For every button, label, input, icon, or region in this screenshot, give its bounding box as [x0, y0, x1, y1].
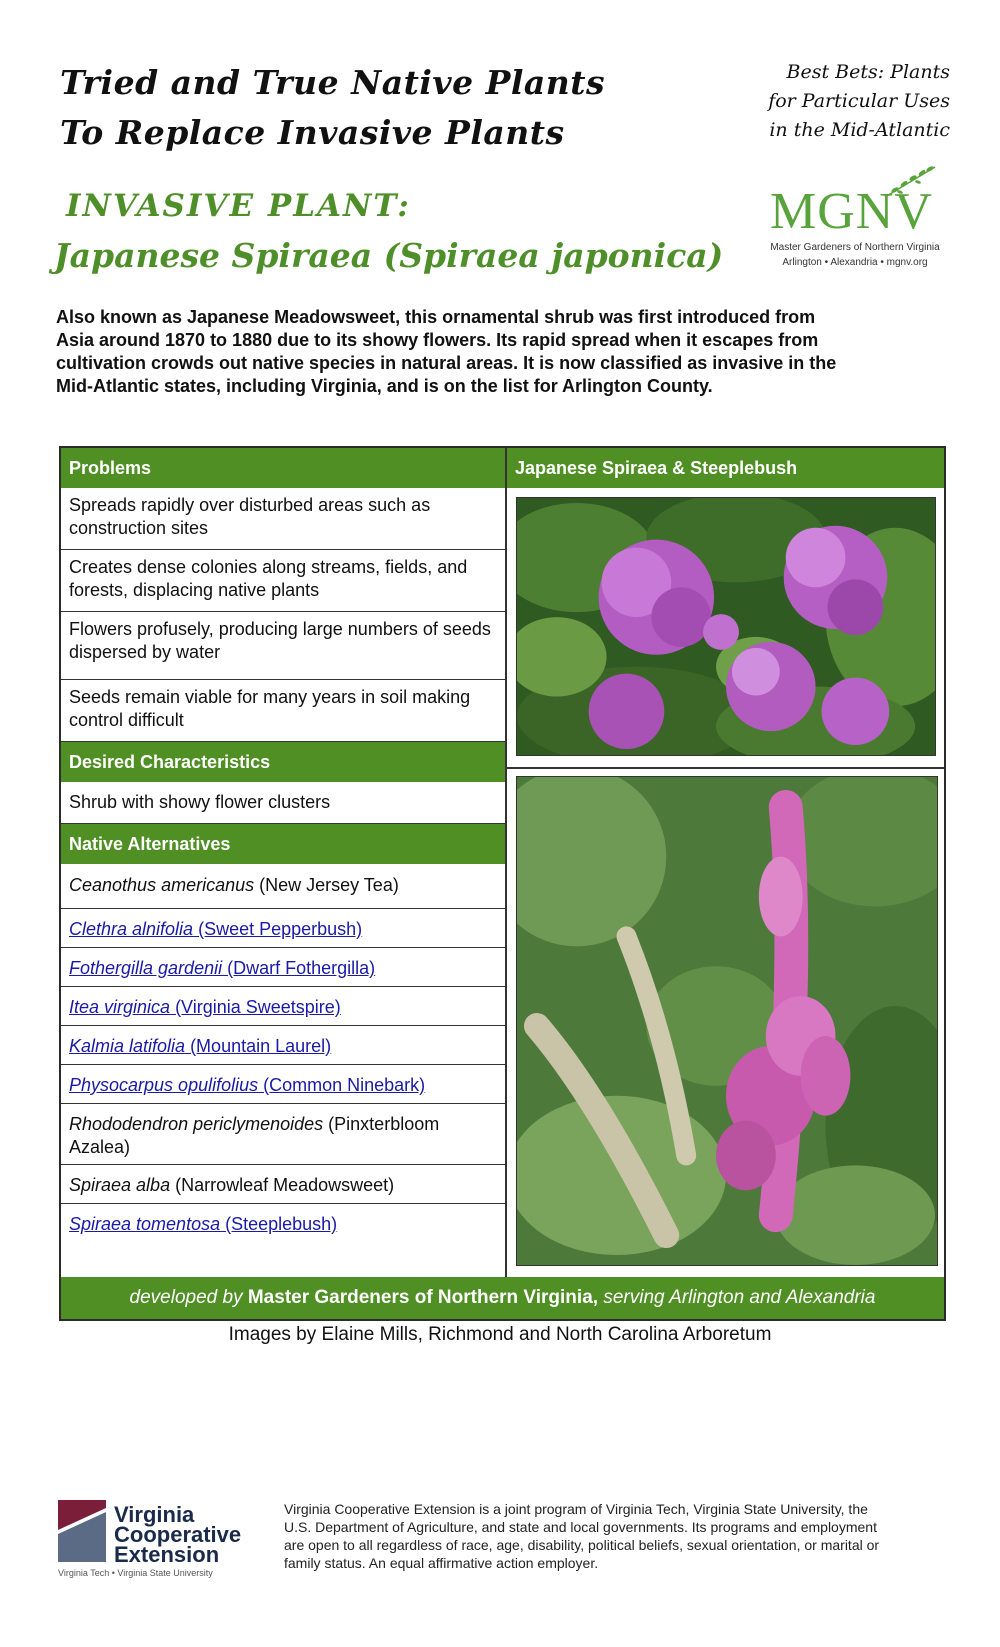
image-credit: Images by Elaine Mills, Richmond and North Carolina Arboretum	[228, 1324, 772, 1345]
japanese-spiraea-photo	[516, 497, 936, 756]
page-title	[60, 58, 680, 158]
vce-statement: Virginia Cooperative Extension is a joint program of Virginia Tech, Virginia State University, the U.S. Department of Agriculture, and state and local governments. Its programs and employment are open to all regardless of race, age, disability, political beliefs, sexual orientation, or marital or family status. An equal affirmative action employer.	[284, 1501, 880, 1571]
alternative-common-name: (Sweet Pepperbush)	[193, 919, 363, 939]
alternative-item	[61, 1165, 505, 1204]
vce-logo-line-2: Cooperative	[114, 1522, 242, 1547]
intro-paragraph: Also known as Japanese Meadowsweet, this ornamental shrub was first introduced from Asia around 1870 to 1880 due to its showy flowers. Its rapid spread when it escapes from cultivation crowds out native species in natural areas. It is now classified as invasive in the Mid-Atlantic states, including Virginia, and is on the list for Arlington County.	[56, 307, 837, 396]
alternative-link[interactable]	[69, 1075, 425, 1095]
alternative-scientific-name: Ceanothus americanus	[69, 875, 255, 895]
column-divider	[505, 448, 507, 1277]
alternative-common-name: (Steeplebush)	[220, 1214, 338, 1234]
problems-header: Problems	[61, 448, 505, 488]
native-alternatives-header: Native Alternatives	[61, 824, 505, 864]
best-bets-line-3: in the Mid-Atlantic	[769, 119, 950, 141]
photos-header: Japanese Spiraea & Steeplebush	[507, 448, 944, 488]
alternative-item	[61, 1104, 505, 1165]
alternative-scientific-name: Spiraea tomentosa	[69, 1214, 221, 1234]
problem-item: Spreads rapidly over disturbed areas such as construction sites	[61, 488, 505, 550]
alternative-link[interactable]	[69, 919, 362, 939]
photo-divider	[507, 767, 944, 769]
alternative-link[interactable]	[69, 1214, 337, 1234]
alternative-scientific-name: Itea virginica	[69, 997, 171, 1017]
invasive-plant-name: Japanese Spiraea (Spiraea japonica)	[54, 236, 724, 275]
alternative-link-item[interactable]	[61, 1026, 505, 1065]
info-table	[59, 446, 946, 1321]
mgnv-logo-locations: Arlington • Alexandria • mgnv.org	[782, 257, 928, 268]
alternative-common-name: (Mountain Laurel)	[185, 1036, 332, 1056]
alternative-scientific-name: Clethra alnifolia	[69, 919, 194, 939]
alternative-link-item[interactable]	[61, 1065, 505, 1104]
alternative-link-item[interactable]	[61, 909, 505, 948]
footer-suffix: serving Arlington and Alexandria	[598, 1287, 876, 1308]
vce-logo	[58, 1500, 258, 1580]
best-bets-tagline	[700, 58, 950, 145]
desired-characteristic-item: Shrub with showy flower clusters	[61, 782, 505, 824]
japanese-spiraea-image	[517, 498, 935, 755]
footer-prefix: developed by	[129, 1287, 248, 1308]
alternative-scientific-name: Rhododendron periclymenoides	[69, 1114, 324, 1134]
alternative-item	[61, 864, 505, 909]
alternative-scientific-name: Fothergilla gardenii	[69, 958, 223, 978]
mgnv-logo	[760, 162, 950, 272]
alternative-scientific-name: Kalmia latifolia	[69, 1036, 186, 1056]
vce-logo-line-3: Extension	[114, 1542, 220, 1567]
alternative-common-name: (Common Ninebark)	[258, 1075, 426, 1095]
alternative-common-name: (Dwarf Fothergilla)	[222, 958, 376, 978]
title-line-1: Tried and True Native Plants	[60, 63, 606, 102]
best-bets-line-2: for Particular Uses	[768, 90, 950, 112]
alternative-link[interactable]	[69, 958, 375, 978]
problem-item: Creates dense colonies along streams, fields, and forests, displacing native plants	[61, 550, 505, 612]
alternative-common-name: (Narrowleaf Meadowsweet)	[170, 1175, 395, 1195]
mgnv-logo-text: MGNV	[770, 183, 933, 240]
steeplebush-image	[517, 777, 937, 1265]
steeplebush-photo	[516, 776, 938, 1266]
vce-logo-line-1: Virginia	[114, 1502, 195, 1527]
alternative-common-name: (Pinxterbloom Azalea)	[69, 1114, 440, 1157]
problem-item: Seeds remain viable for many years in soil making control difficult	[61, 680, 505, 742]
alternative-common-name: (New Jersey Tea)	[254, 875, 399, 895]
alternative-scientific-name: Spiraea alba	[69, 1175, 171, 1195]
best-bets-line-1: Best Bets: Plants	[786, 61, 950, 83]
alternative-link[interactable]	[69, 1036, 331, 1056]
invasive-label: INVASIVE PLANT:	[66, 188, 411, 224]
developed-by-banner	[61, 1277, 944, 1319]
vce-logo-subtitle: Virginia Tech • Virginia State University	[58, 1568, 213, 1578]
footer-organization: Master Gardeners of Northern Virginia,	[247, 1287, 599, 1308]
alternative-common-name: (Virginia Sweetspire)	[170, 997, 341, 1017]
alternative-link-item[interactable]	[61, 987, 505, 1026]
mgnv-logo-subtitle: Master Gardeners of Northern Virginia	[770, 242, 940, 253]
alternative-link[interactable]	[69, 997, 341, 1017]
desired-characteristics-header: Desired Characteristics	[61, 742, 505, 782]
alternative-link-item[interactable]	[61, 1204, 505, 1277]
alternative-scientific-name: Physocarpus opulifolius	[69, 1075, 259, 1095]
vce-logo-mark	[58, 1500, 258, 1580]
problem-item: Flowers profusely, producing large numbers of seeds dispersed by water	[61, 612, 505, 680]
alternative-link-item[interactable]	[61, 948, 505, 987]
title-line-2: To Replace Invasive Plants	[60, 113, 565, 152]
